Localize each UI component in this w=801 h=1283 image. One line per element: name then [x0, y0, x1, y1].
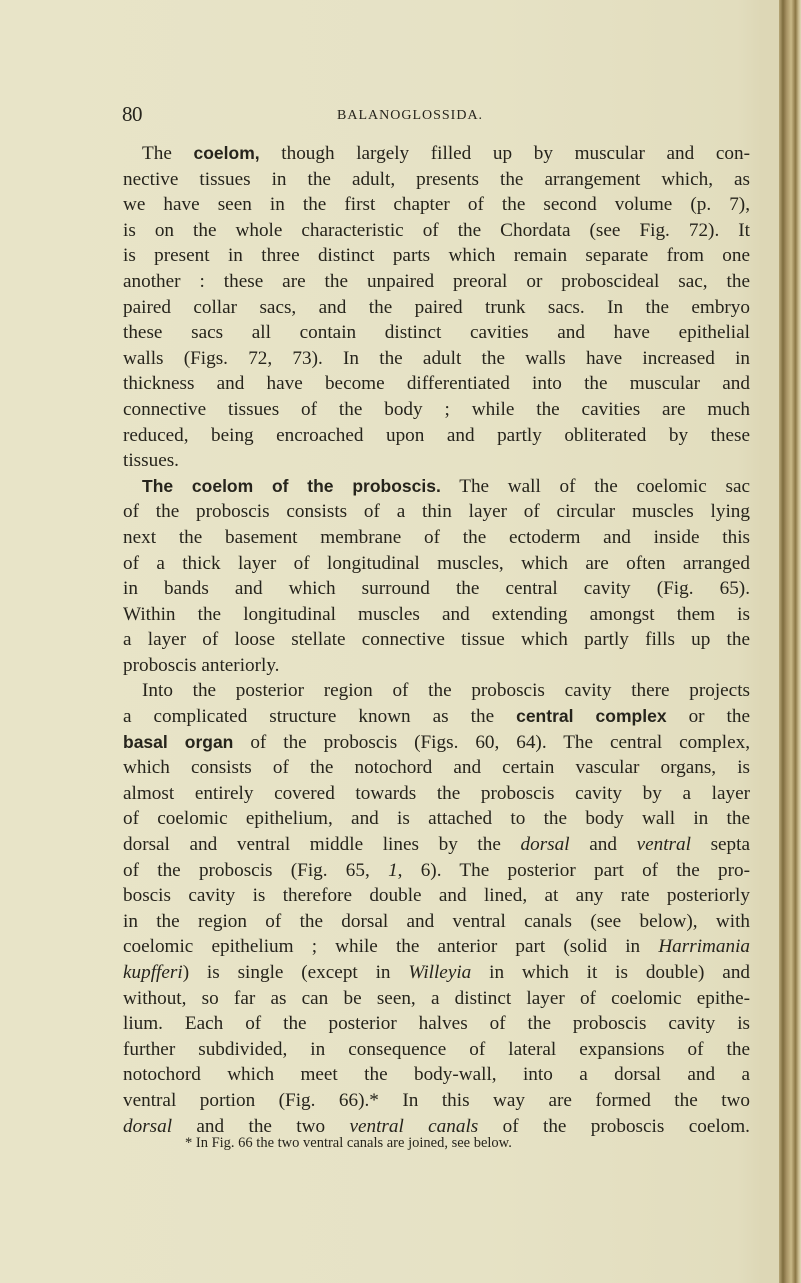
italic-term: kupfferi	[123, 962, 183, 983]
text-segment: and	[569, 834, 637, 856]
text-line	[123, 269, 750, 295]
text-line	[123, 806, 750, 832]
text-segment: , 6). The posterior part of the pro-	[397, 859, 750, 881]
text-line	[123, 934, 750, 960]
italic-term: Willeyia	[408, 962, 472, 983]
text-segment: notochord which meet the body-wall, into a dorsal and a	[123, 1064, 750, 1086]
text-segment: The wall of the coelomic sac	[440, 475, 751, 497]
text-segment: Into the posterior region of the proboscis cavity there projects	[142, 680, 750, 702]
text-segment: of the proboscis (Figs. 60, 64). The central complex,	[233, 731, 750, 753]
text-line	[123, 474, 750, 500]
text-segment: next the basement membrane of the ectoderm and inside this	[123, 526, 750, 548]
text-line	[123, 883, 750, 909]
text-line	[123, 499, 750, 525]
text-line	[123, 1062, 750, 1088]
text-line	[123, 986, 750, 1012]
text-segment: paired collar sacs, and the paired trunk sacs. In the embryo	[123, 296, 750, 318]
bold-term: basal organ	[123, 731, 234, 752]
text-segment: of the proboscis (Fig. 65,	[123, 859, 389, 881]
text-segment: boscis cavity is therefore double and lined, at any rate posteriorly	[123, 885, 750, 907]
text-segment: almost entirely covered towards the proboscis cavity by a layer	[123, 782, 750, 804]
text-segment: further subdivided, in consequence of lateral expansions of the	[123, 1038, 750, 1060]
text-segment: without, so far as can be seen, a distinct layer of coelomic epithe-	[123, 987, 750, 1009]
text-segment: coelomic epithelium ; while the anterior part (solid in	[123, 936, 659, 958]
text-line	[123, 525, 750, 551]
bold-term: central complex	[516, 706, 667, 727]
text-segment: in bands and which surround the central cavity (Fig. 65).	[123, 578, 750, 600]
text-line	[123, 371, 750, 397]
italic-term: dorsal	[123, 1115, 173, 1137]
text-line	[123, 960, 750, 986]
text-line	[123, 141, 750, 167]
page-number: 80	[122, 102, 142, 126]
text-line	[123, 320, 750, 346]
text-line	[123, 909, 750, 935]
italic-term: ventral	[636, 834, 691, 856]
text-line	[123, 448, 750, 474]
text-segment: is present in three distinct parts which remain separate from one	[123, 245, 750, 267]
text-segment: though largely filled up by muscular and con-	[259, 143, 750, 164]
text-segment: proboscis anteriorly.	[123, 654, 280, 676]
text-segment: a layer of loose stellate connective tissue which partly fills up the	[123, 629, 750, 651]
text-line	[123, 832, 750, 858]
text-segment: and the two	[172, 1115, 350, 1137]
text-segment: lium. Each of the posterior halves of the proboscis cavity is	[123, 1013, 750, 1035]
text-line	[123, 423, 750, 449]
bold-term: coelom,	[193, 143, 260, 163]
text-line	[123, 295, 750, 321]
text-segment: of the proboscis consists of a thin layer of circular muscles lying	[123, 501, 750, 523]
text-segment: which consists of the notochord and certain vascular organs, is	[123, 757, 750, 779]
text-segment: septa	[690, 834, 750, 856]
text-line	[123, 346, 750, 372]
text-segment: of coelomic epithelium, and is attached to the body wall in the	[123, 808, 750, 830]
bold-term: The coelom of the proboscis.	[142, 475, 441, 496]
text-segment: ventral portion (Fig. 66).* In this way are formed the two	[123, 1089, 750, 1111]
text-segment: of a thick layer of longitudinal muscles, which are often arranged	[123, 552, 750, 574]
text-segment: dorsal and ventral middle lines by the	[123, 834, 521, 856]
text-segment: reduced, being encroached upon and partly obliterated by these	[123, 424, 750, 446]
text-line	[123, 704, 750, 730]
text-line	[123, 397, 750, 423]
text-segment: thickness and have become differentiated into the muscular and	[123, 373, 750, 395]
text-segment: in the region of the dorsal and ventral canals (see below), with	[123, 910, 750, 932]
text-line	[123, 653, 750, 679]
text-line	[123, 627, 750, 653]
page-header	[122, 102, 752, 126]
running-title: BALANOGLOSSIDA.	[337, 108, 484, 123]
text-segment: walls (Figs. 72, 73). In the adult the walls have increased in	[123, 347, 750, 369]
italic-term: ventral canals	[349, 1115, 479, 1137]
text-line	[123, 781, 750, 807]
text-line	[123, 551, 750, 577]
text-line	[123, 167, 750, 193]
text-segment: The	[142, 143, 194, 164]
text-segment: is on the whole characteristic of the Chordata (see Fig. 72). It	[123, 219, 750, 241]
text-segment: in which it is double) and	[471, 962, 751, 983]
text-segment: ) is single (except in	[182, 962, 409, 983]
text-line	[123, 1011, 750, 1037]
text-line	[123, 243, 750, 269]
footnote: * In Fig. 66 the two ventral canals are joined, see below.	[185, 1135, 512, 1151]
text-line	[123, 730, 750, 756]
text-segment: or the	[666, 706, 750, 728]
text-segment: a complicated structure known as the	[123, 706, 517, 728]
italic-term: Harrimania	[658, 936, 750, 958]
text-segment: connective tissues of the body ; while the cavities are much	[123, 398, 750, 420]
italic-term: dorsal	[520, 834, 570, 856]
text-segment: another : these are the unpaired preoral or proboscideal sac, the	[123, 270, 750, 292]
italic-term: 1	[388, 859, 398, 881]
text-line	[123, 858, 750, 884]
text-segment: nective tissues in the adult, presents the arrangement which, as	[123, 168, 750, 190]
text-line	[123, 678, 750, 704]
text-line	[123, 192, 750, 218]
text-segment: these sacs all contain distinct cavities and have epithelial	[123, 322, 750, 344]
text-line	[123, 1037, 750, 1063]
body-text	[123, 141, 750, 1139]
text-segment: of the proboscis coelom.	[478, 1115, 750, 1137]
book-binding-edge	[779, 0, 801, 1283]
text-line	[123, 755, 750, 781]
text-line	[123, 576, 750, 602]
text-line	[123, 602, 750, 628]
text-segment: tissues.	[123, 450, 179, 472]
text-line	[123, 218, 750, 244]
text-segment: we have seen in the first chapter of the second volume (p. 7),	[123, 194, 750, 216]
text-segment: Within the longitudinal muscles and extending amongst them is	[123, 603, 750, 625]
text-line	[123, 1088, 750, 1114]
